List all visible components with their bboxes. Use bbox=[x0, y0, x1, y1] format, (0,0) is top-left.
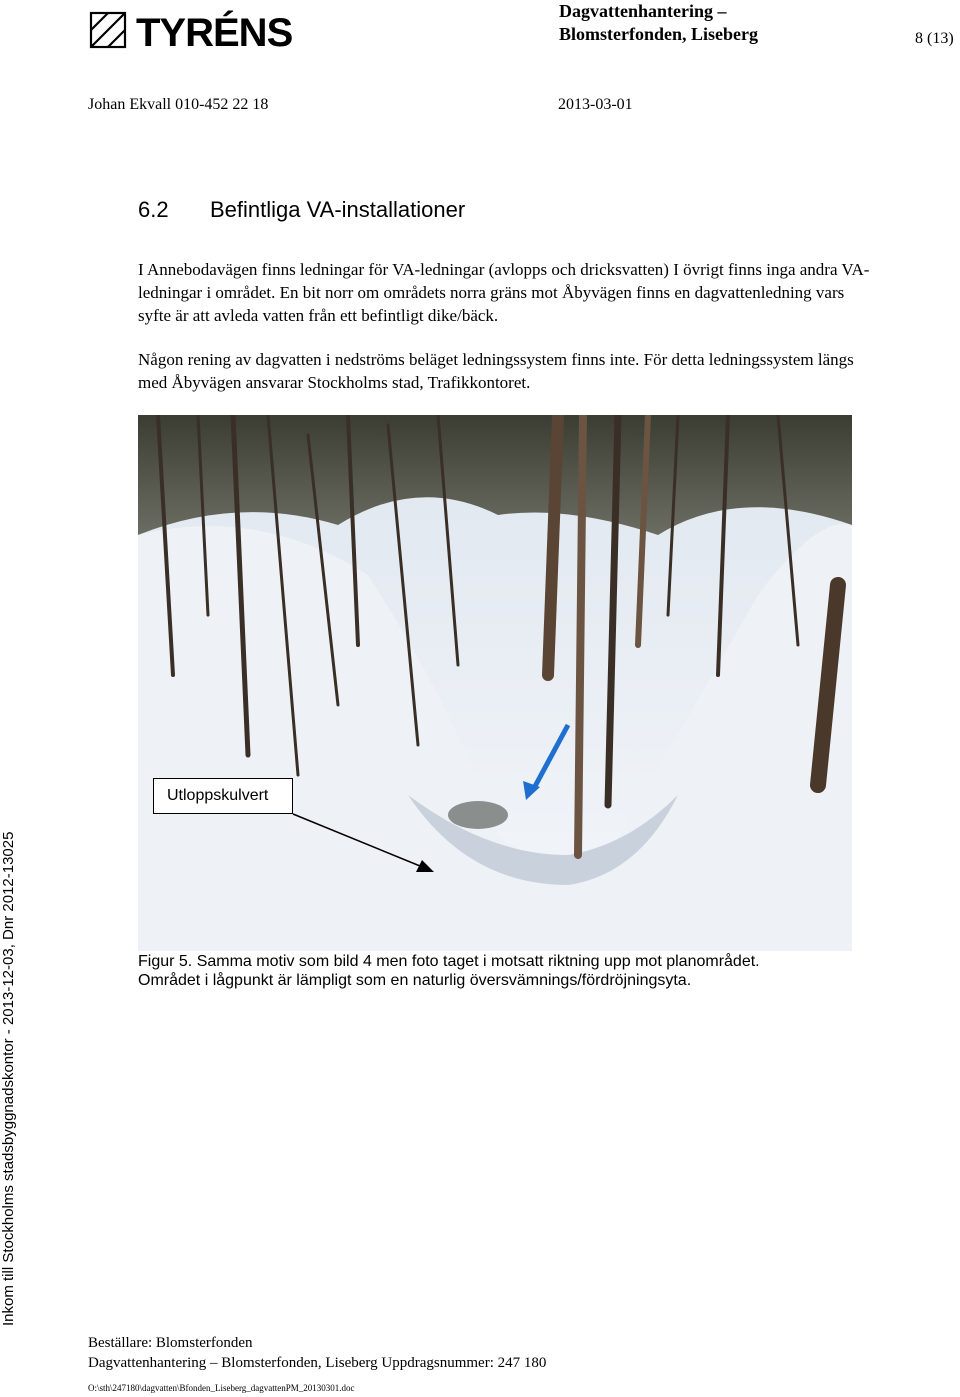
paragraph-2 bbox=[138, 348, 878, 394]
paragraph-1-text: I Annebodavägen finns ledningar för VA-ledningar (avlopps och dricksvatten) I övrigt finns inga andra VA-ledningar i området. En bit norr om områdets norra gräns mot Åbyvägen finns en dagvattenledning vars syfte är att avleda vatten från ett befintligt dike/bäck. bbox=[138, 260, 870, 325]
document-title-line1: Dagvattenhantering – bbox=[559, 1, 727, 21]
page-footer bbox=[88, 1333, 546, 1373]
document-title bbox=[559, 0, 819, 46]
figure-caption bbox=[138, 952, 898, 990]
page-number: 8 (13) bbox=[915, 30, 954, 47]
document-title-line2: Blomsterfonden, Liseberg bbox=[559, 24, 758, 44]
logo-mark-icon bbox=[91, 13, 125, 47]
section-title: Befintliga VA-installationer bbox=[210, 197, 466, 222]
footer-file-path: O:\sth\247180\dagvatten\Bfonden_Liseberg_dagvattenPM_20130301.doc bbox=[88, 1383, 355, 1393]
paragraph-2-text: Någon rening av dagvatten i nedströms beläget ledningssystem finns inte. För detta ledningssystem längs med Åbyvägen ansvarar Stockholms stad, Trafikkontoret. bbox=[138, 350, 854, 392]
paragraph-1 bbox=[138, 258, 878, 327]
footer-project: Dagvattenhantering – Blomsterfonden, Liseberg Uppdragsnummer: 247 180 bbox=[88, 1355, 547, 1371]
figure-caption-line2: Området i lågpunkt är lämpligt som en naturlig översvämnings/fördröjningsyta. bbox=[138, 972, 692, 989]
figure-caption-line1: Figur 5. Samma motiv som bild 4 men foto taget i motsatt riktning upp mot planområdet. bbox=[138, 953, 760, 970]
section-heading bbox=[138, 197, 465, 223]
callout-label: Utloppskulvert bbox=[153, 778, 293, 814]
footer-client: Beställare: Blomsterfonden bbox=[88, 1335, 253, 1351]
received-stamp: Inkom till Stockholms stadsbyggnadskontor - 2013-12-03, Dnr 2012-13025 bbox=[0, 831, 17, 1326]
company-logo bbox=[88, 10, 308, 50]
author-contact: Johan Ekvall 010-452 22 18 bbox=[88, 96, 269, 113]
section-number: 6.2 bbox=[138, 197, 169, 222]
document-date: 2013-03-01 bbox=[558, 96, 633, 113]
figure-photo bbox=[138, 415, 852, 951]
logo-wordmark: TYRÉNS bbox=[136, 11, 293, 50]
